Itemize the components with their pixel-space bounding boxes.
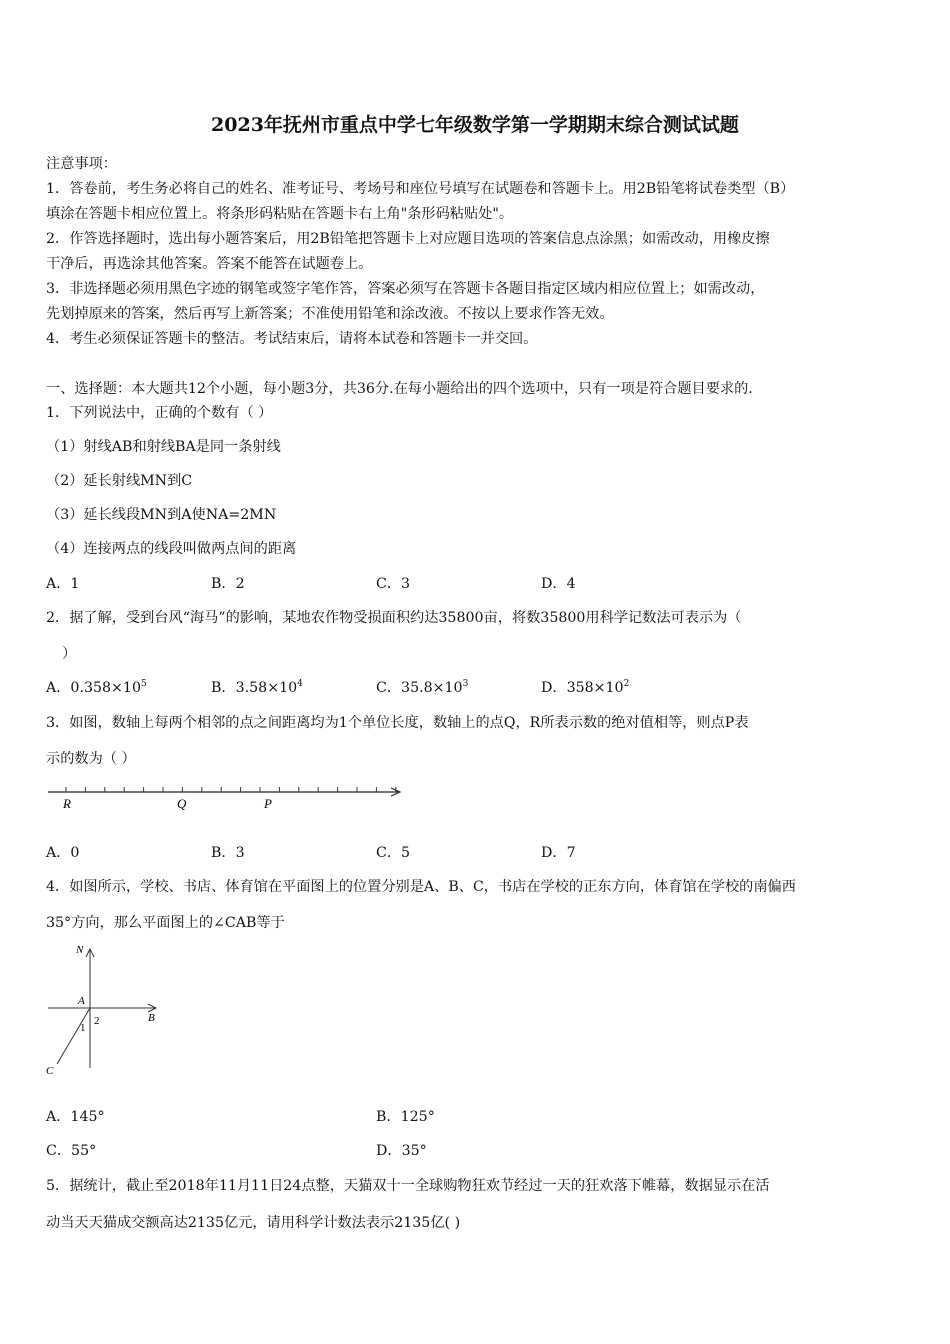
question-3-stem: 3．如图，数轴上每两个相邻的点之间距离均为1个单位长度，数轴上的点Q，R所表示数的绝对值相等，则点P表 — [46, 715, 749, 731]
question-1-option-c: C．3 — [376, 576, 411, 592]
question-2-option-c — [376, 677, 468, 697]
point-label-p: P — [264, 796, 272, 811]
question-1-option-d: D．4 — [541, 576, 576, 592]
question-1-item: （1）射线AB和射线BA是同一条射线 — [46, 439, 281, 455]
angle-label-1: 1 — [80, 1022, 86, 1034]
notice-heading: 注意事项： — [46, 156, 117, 172]
exponent: 5 — [141, 679, 147, 689]
question-2-option-d — [541, 677, 629, 697]
notice-line: 填涂在答题卡相应位置上。将条形码粘贴在答题卡右上角"条形码粘贴处"。 — [46, 206, 514, 222]
question-3-option-d: D．7 — [541, 845, 576, 861]
exponent: 2 — [623, 679, 630, 689]
exponent: 3 — [462, 679, 469, 689]
label-b: B — [148, 1012, 155, 1024]
question-1-stem: 1．下列说法中，正确的个数有（ ） — [46, 405, 273, 421]
question-4-option-c: C．55° — [46, 1143, 97, 1159]
label-a: A — [78, 995, 85, 1007]
ray-ac — [57, 1008, 90, 1064]
question-1-item: （4）连接两点的线段叫做两点间的距离 — [46, 541, 297, 557]
option-label: D．358×10 — [541, 680, 624, 696]
question-1-option-a: A．1 — [46, 576, 80, 592]
point-label-q: Q — [177, 796, 187, 811]
question-2-option-b — [211, 677, 303, 697]
angle-label-2: 2 — [94, 1015, 100, 1027]
question-5-stem-continued: 动当天天猫成交额高达2135亿元，请用科学计数法表示2135亿( ) — [46, 1215, 461, 1231]
question-4-option-a: A．145° — [46, 1109, 105, 1125]
notice-line: 干净后，再选涂其他答案。答案不能答在试题卷上。 — [46, 256, 373, 272]
section-heading: 一、选择题：本大题共12个小题，每小题3分，共36分.在每小题给出的四个选项中，只有一项是符合题目要求的. — [46, 381, 753, 397]
notice-line: 1．答卷前，考生务必将自己的姓名、准考证号、考场号和座位号填写在试题卷和答题卡上。用2B铅笔将试卷类型（B） — [46, 181, 795, 197]
question-4-option-b: B．125° — [376, 1109, 435, 1125]
question-3-option-b: B．3 — [211, 845, 245, 861]
label-n: N — [76, 944, 84, 956]
question-4-stem: 4．如图所示，学校、书店、体育馆在平面图上的位置分别是A、B、C，书店在学校的正东方向，体育馆在学校的南偏西 — [46, 879, 796, 895]
number-line-ticks — [66, 787, 396, 792]
option-label: A．0.358×10 — [46, 680, 141, 696]
direction-figure — [40, 940, 170, 1080]
question-2-stem: 2．据了解，受到台风“海马”的影响，某地农作物受损面积约达35800亩，将数35800用科学记数法可表示为（ — [46, 610, 742, 626]
question-1-item: （3）延长线段MN到A使NA=2MN — [46, 507, 277, 523]
notice-line: 2．作答选择题时，选出每小题答案后，用2B铅笔把答题卡上对应题目选项的答案信息点涂黑；如需改动，用橡皮擦 — [46, 231, 770, 247]
question-4-option-d: D．35° — [376, 1143, 427, 1159]
question-1-option-b: B．2 — [211, 576, 245, 592]
question-2-option-a — [46, 677, 147, 697]
question-2-stem-continued: ） — [62, 646, 77, 662]
question-3-option-a: A．0 — [46, 845, 80, 861]
option-label: B．3.58×10 — [211, 680, 298, 696]
question-3-option-c: C．5 — [376, 845, 411, 861]
question-3-stem-continued: 示的数为（ ） — [46, 751, 136, 767]
number-line-figure — [46, 780, 406, 816]
notice-line: 3．非选择题必须用黑色字迹的钢笔或签字笔作答，答案必须写在答题卡各题目指定区域内相应位置上；如需改动， — [46, 281, 765, 297]
point-label-r: R — [63, 796, 71, 811]
page-title: 2023年抚州市重点中学七年级数学第一学期期末综合测试试题 — [211, 114, 739, 136]
notice-line: 4．考生必须保证答题卡的整洁。考试结束后，请将本试卷和答题卡一并交回。 — [46, 331, 538, 347]
notice-line: 先划掉原来的答案，然后再写上新答案；不准使用铅笔和涂改液。不按以上要求作答无效。 — [46, 306, 614, 322]
question-5-stem: 5．据统计，截止至2018年11月11日24点整，天猫双十一全球购物狂欢节经过一天的狂欢落下帷幕，数据显示在活 — [46, 1178, 770, 1194]
question-1-item: （2）延长射线MN到C — [46, 473, 193, 489]
label-c: C — [46, 1065, 54, 1077]
option-label: C．35.8×10 — [376, 680, 463, 696]
question-4-stem-continued: 35°方向，那么平面图上的∠CAB等于 — [46, 915, 285, 931]
exponent: 4 — [297, 679, 303, 689]
